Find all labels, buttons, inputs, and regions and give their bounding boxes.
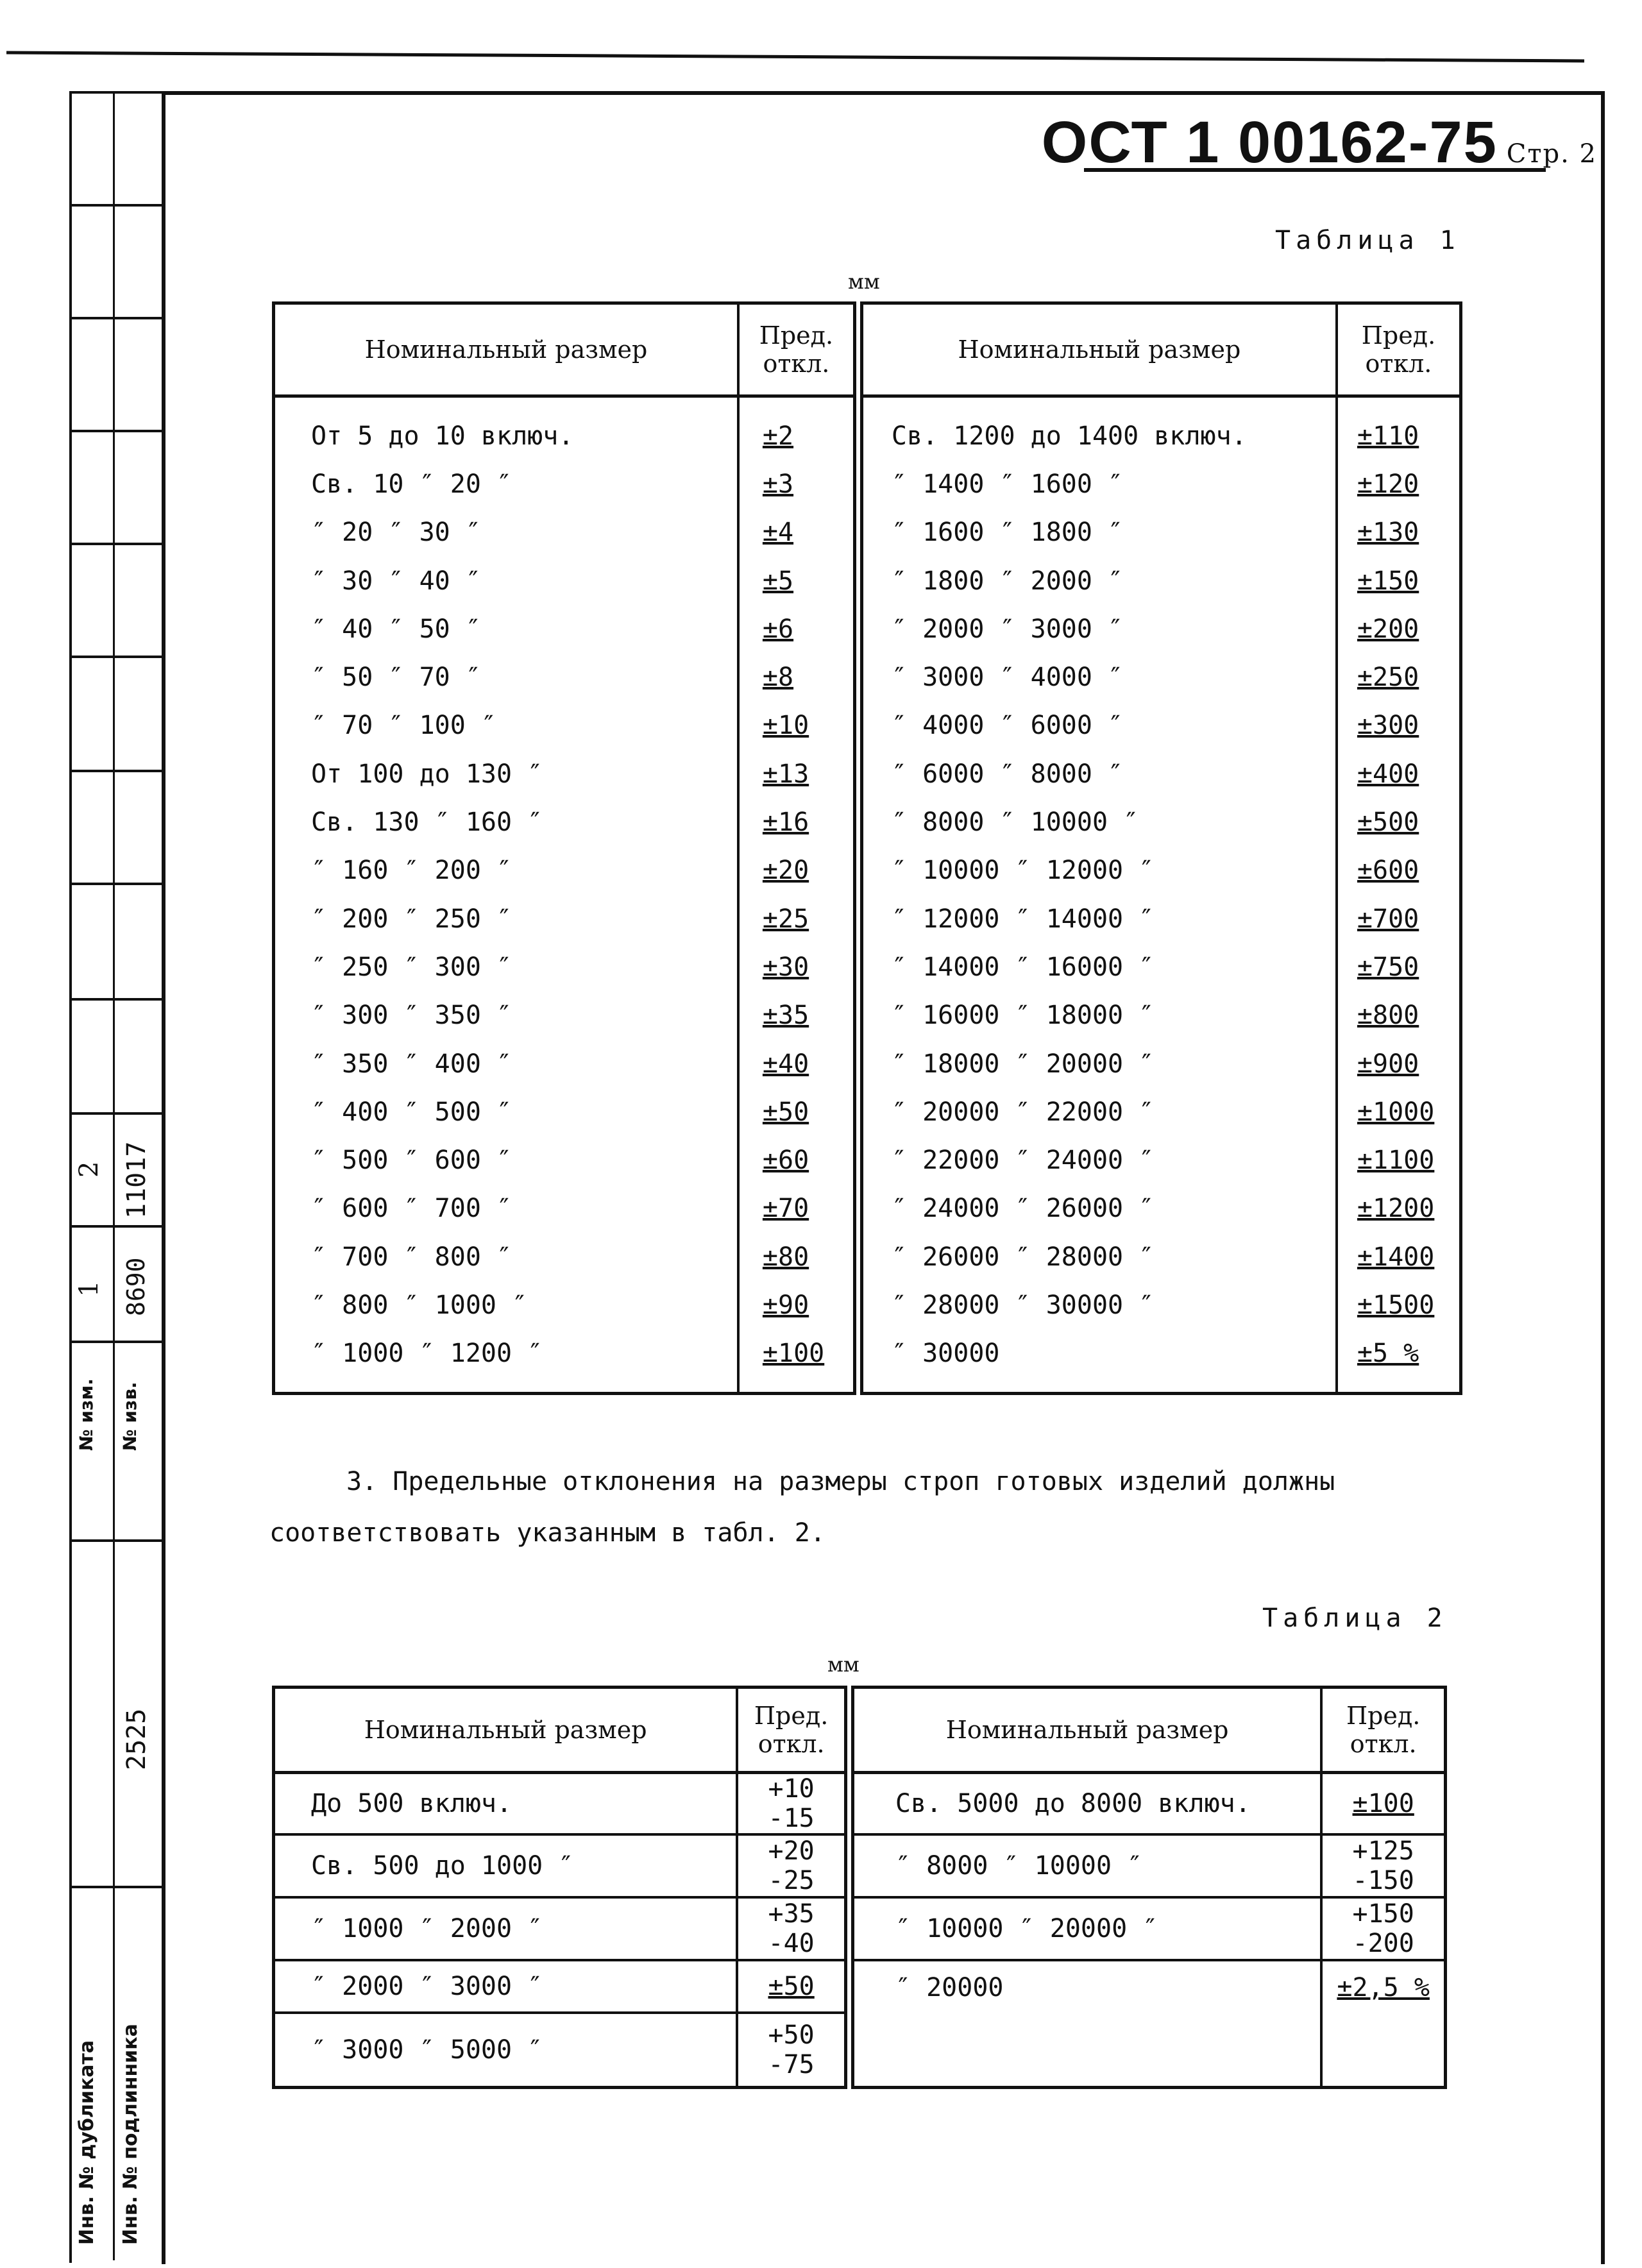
table1-right-size: ″ 28000 ″ 30000 ″	[858, 1281, 1337, 1329]
table1-right-size: ″ 16000 ″ 18000 ″	[858, 992, 1337, 1040]
table1-right-dev: ±1000	[1337, 1088, 1461, 1136]
table1-row	[274, 1040, 1461, 1088]
inv-duplicate-label: Инв. № дубликата	[76, 2040, 98, 2245]
side-strip-rule	[69, 998, 162, 1001]
notice-value-2: 11017	[122, 1141, 151, 1219]
table2-left-size: ″ 3000 ″ 5000 ″	[311, 2035, 543, 2065]
table1-left-dev: ±40	[738, 1040, 858, 1088]
table1-right-size: ″ 8000 ″ 10000 ″	[858, 798, 1337, 846]
table1-left-size: От 100 до 130 ″	[311, 759, 543, 789]
side-strip-rule	[69, 204, 162, 207]
table2-left-dev	[737, 2013, 849, 2087]
table1-row	[274, 1185, 1461, 1233]
table1-right-dev: ±400	[1337, 750, 1461, 798]
table1-row	[274, 557, 1461, 605]
table1-right-dev: ±750	[1337, 943, 1461, 991]
side-strip-rule	[69, 1539, 162, 1542]
table1-left-size: Св. 10 ″ 20 ″	[311, 469, 512, 499]
table1-left-dev: ±2	[738, 396, 858, 461]
top-border-line	[6, 51, 1584, 63]
table1-right-size: ″ 10000 ″ 12000 ″	[858, 847, 1337, 895]
inv-original-label: Инв. № подлинника	[119, 2024, 142, 2245]
table1-right-size: ″ 30000	[858, 1330, 1337, 1394]
table1-right-dev: ±250	[1337, 653, 1461, 701]
notice-value-1: 8690	[122, 1257, 150, 1316]
table1-left-dev: ±16	[738, 798, 858, 846]
table2-row	[274, 1773, 1446, 1835]
table1-right-dev: ±500	[1337, 798, 1461, 846]
table2-left-size: ″ 2000 ″ 3000 ″	[274, 1960, 738, 2013]
side-strip-rule	[69, 1886, 162, 1888]
table1-row	[274, 847, 1461, 895]
table1-header-dev-left: Пред. откл.	[738, 303, 858, 396]
table1-header-dev-right: Пред. откл.	[1337, 303, 1461, 396]
table2-right-dev	[1321, 1834, 1445, 1897]
table2-dev-value: +20	[768, 1836, 815, 1866]
table1-left-size: ″ 600 ″ 700 ″	[311, 1194, 512, 1224]
table1-right-dev: ±700	[1337, 895, 1461, 943]
table2-dev-value: -200	[1352, 1929, 1414, 1958]
table1-left-dev: ±35	[738, 992, 858, 1040]
table1-right-size: ″ 1800 ″ 2000 ″	[858, 557, 1337, 605]
table1-row	[274, 605, 1461, 653]
table1-right-size: ″ 14000 ″ 16000 ″	[858, 943, 1337, 991]
side-strip-rule	[69, 1341, 162, 1343]
table2-left-size: ″ 1000 ″ 2000 ″	[274, 1897, 738, 1960]
table1-row	[274, 1281, 1461, 1329]
table1-row	[274, 992, 1461, 1040]
table1-left-size: ″ 500 ″ 600 ″	[311, 1146, 512, 1176]
table1-right-size: Св. 1200 до 1400 включ.	[858, 396, 1337, 461]
table2-left-dev	[737, 1773, 849, 1835]
document-code-text: ОСТ 1 00162-75	[1041, 110, 1498, 175]
change-value-2: 2	[74, 1161, 104, 1178]
table1-row	[274, 460, 1461, 508]
table1-right-dev: ±110	[1337, 396, 1461, 461]
change-no-label: № изм.	[76, 1378, 97, 1451]
table2-unit: мм	[827, 1652, 859, 1677]
document-code-underline	[1084, 168, 1546, 172]
table1-left-size: ″ 400 ″ 500 ″	[311, 1097, 512, 1127]
table2-dev-value: -150	[1352, 1866, 1414, 1895]
table2-right-dev	[1321, 1960, 1445, 2013]
table1-row	[274, 1136, 1461, 1184]
table1-left-size: ″ 70 ″ 100 ″	[311, 711, 496, 741]
table2-header-size-left: Номинальный размер	[274, 1688, 738, 1773]
table2-dev-value: +50	[768, 2020, 815, 2050]
table1-left-dev: ±70	[738, 1185, 858, 1233]
inv-original-value: 2525	[122, 1708, 151, 1770]
table2-dev-value: ±50	[768, 1972, 815, 2001]
table1	[272, 301, 1462, 1395]
table2-right-size: ″ 8000 ″ 10000 ″	[849, 1834, 1321, 1897]
table1-row	[274, 1330, 1461, 1394]
table1-left-dev: ±6	[738, 605, 858, 653]
side-strip-rule	[69, 543, 162, 545]
table2-right-empty	[1321, 2013, 1445, 2087]
table1-right-dev: ±120	[1337, 460, 1461, 508]
table1-right-size: ″ 12000 ″ 14000 ″	[858, 895, 1337, 943]
table1-right-size: ″ 26000 ″ 28000 ″	[858, 1233, 1337, 1281]
table1-right-dev: ±900	[1337, 1040, 1461, 1088]
table1-right-size: ″ 20000 ″ 22000 ″	[858, 1088, 1337, 1136]
table2-left-dev	[737, 1897, 849, 1960]
table1-left-dev: ±5	[738, 557, 858, 605]
side-strip-rule	[69, 883, 162, 885]
table2-dev-value: ±2,5 %	[1337, 1973, 1430, 2002]
table1-unit: мм	[848, 269, 880, 294]
side-strip-rule	[69, 656, 162, 658]
side-strip-rule	[69, 430, 162, 432]
table2-row	[274, 1960, 1446, 2013]
table1-left-dev: ±10	[738, 702, 858, 750]
table1-left-size: Св. 130 ″ 160 ″	[311, 808, 543, 838]
table1-right-dev: ±130	[1337, 509, 1461, 557]
table1-left-size: ″ 20 ″ 30 ″	[311, 518, 481, 548]
table1-header-size-left: Номинальный размер	[274, 303, 738, 396]
table1-left-size: ″ 800 ″ 1000 ″	[311, 1290, 528, 1320]
table1-header-row	[274, 303, 1461, 396]
table1-left-dev: ±25	[738, 895, 858, 943]
table2-right-empty	[849, 2013, 1321, 2087]
table1-header-size-right: Номинальный размер	[858, 303, 1337, 396]
table1-left-size: ″ 300 ″ 350 ″	[311, 1001, 512, 1031]
table2-dev-value: -25	[768, 1866, 815, 1895]
table2-row	[274, 2013, 1446, 2087]
table1-right-dev: ±1500	[1337, 1281, 1461, 1329]
table1-right-size: ″ 1400 ″ 1600 ″	[858, 460, 1337, 508]
table1-row	[274, 895, 1461, 943]
table1-right-dev: ±800	[1337, 992, 1461, 1040]
table1-left-size: ″ 40 ″ 50 ″	[311, 614, 481, 644]
table1-right-size: ″ 6000 ″ 8000 ″	[858, 750, 1337, 798]
side-strip-rule	[69, 1225, 162, 1228]
document-code	[1042, 109, 1597, 176]
table2-header-dev-right: Пред. откл.	[1321, 1688, 1445, 1773]
table1-right-dev: ±200	[1337, 605, 1461, 653]
table1-right-dev: ±600	[1337, 847, 1461, 895]
table1-left-size: ″ 30 ″ 40 ″	[311, 566, 481, 596]
table1-right-size: ″ 2000 ″ 3000 ″	[858, 605, 1337, 653]
table1-left-size: От 5 до 10 включ.	[311, 421, 574, 451]
clause-3-paragraph: 3. Предельные отклонения на размеры строп готовых изделий должны соответствовать указанным в табл. 2.	[269, 1467, 1335, 1548]
table1-left-dev: ±8	[738, 653, 858, 701]
notice-no-label: № изв.	[119, 1382, 140, 1451]
table1-right-dev: ±150	[1337, 557, 1461, 605]
table2	[272, 1686, 1447, 2089]
table2-header-row	[274, 1688, 1446, 1773]
table1-right-size: ″ 22000 ″ 24000 ″	[858, 1136, 1337, 1184]
table1-left-dev: ±3	[738, 460, 858, 508]
table1-left-dev: ±4	[738, 509, 858, 557]
table1-right-size: ″ 1600 ″ 1800 ″	[858, 509, 1337, 557]
table2-dev-value: +125	[1352, 1836, 1414, 1866]
table1-left-size: ″ 1000 ″ 1200 ″	[311, 1339, 543, 1369]
table1-left-dev: ±30	[738, 943, 858, 991]
table1-right-dev: ±1200	[1337, 1185, 1461, 1233]
table2-header-dev-left: Пред. откл.	[737, 1688, 849, 1773]
table1-left-dev: ±100	[738, 1330, 858, 1394]
table2-left-size: До 500 включ.	[274, 1773, 738, 1835]
table2-header-size-right: Номинальный размер	[849, 1688, 1321, 1773]
table2-title: Таблица 2	[1262, 1604, 1448, 1633]
table1-row	[274, 653, 1461, 701]
side-strip-divider	[113, 91, 115, 2260]
table2-dev-value: +10	[768, 1774, 815, 1804]
table1-row	[274, 702, 1461, 750]
table1-left-size: ″ 700 ″ 800 ″	[311, 1242, 512, 1272]
table1-row	[274, 798, 1461, 846]
table2-right-size: ″ 20000	[849, 1960, 1321, 2013]
table1-title: Таблица 1	[1275, 226, 1460, 255]
table2-right-size: Св. 5000 до 8000 включ.	[849, 1773, 1321, 1835]
table1-row	[274, 750, 1461, 798]
table2-left-size: Св. 500 до 1000 ″	[274, 1834, 738, 1897]
side-strip-rule	[69, 317, 162, 319]
table2-left-dev	[737, 1960, 849, 2013]
table1-right-size: ″ 3000 ″ 4000 ″	[858, 653, 1337, 701]
table1-left-size: ″ 200 ″ 250 ″	[311, 904, 512, 934]
change-value-1: 1	[74, 1280, 104, 1297]
table1-left-dev: ±50	[738, 1088, 858, 1136]
table1-left-size: ″ 250 ″ 300 ″	[311, 952, 512, 982]
table1-row	[274, 1233, 1461, 1281]
table2-right-dev	[1321, 1773, 1445, 1835]
table1-row	[274, 1088, 1461, 1136]
table1-left-size: ″ 50 ″ 70 ″	[311, 663, 481, 693]
table2-row	[274, 1897, 1446, 1960]
table1-left-size: ″ 160 ″ 200 ″	[311, 856, 512, 886]
table2-dev-value: ±100	[1352, 1789, 1414, 1818]
table1-row	[274, 396, 1461, 461]
table2-dev-value: -75	[768, 2049, 815, 2079]
table2-row	[274, 1834, 1446, 1897]
table2-dev-value: -15	[768, 1804, 815, 1833]
table1-row	[274, 943, 1461, 991]
table2-dev-value: +35	[768, 1899, 815, 1929]
table1-right-size: ″ 24000 ″ 26000 ″	[858, 1185, 1337, 1233]
table1-right-size: ″ 18000 ″ 20000 ″	[858, 1040, 1337, 1088]
table1-right-dev: ±5 %	[1337, 1330, 1461, 1394]
table1-right-size: ″ 4000 ″ 6000 ″	[858, 702, 1337, 750]
table1-left-dev: ±20	[738, 847, 858, 895]
table1-row	[274, 509, 1461, 557]
side-strip-rule	[69, 770, 162, 772]
side-strip-rule	[69, 1112, 162, 1115]
table2-right-size: ″ 10000 ″ 20000 ″	[849, 1897, 1321, 1960]
table2-right-dev	[1321, 1897, 1445, 1960]
table2-left-dev	[737, 1834, 849, 1897]
table2-dev-value: +150	[1352, 1899, 1414, 1929]
table1-left-size: ″ 350 ″ 400 ″	[311, 1049, 512, 1079]
table1-left-dev: ±80	[738, 1233, 858, 1281]
table1-left-dev: ±90	[738, 1281, 858, 1329]
table1-left-dev: ±13	[738, 750, 858, 798]
page-number: Стр. 2	[1506, 139, 1597, 169]
table1-left-dev: ±60	[738, 1136, 858, 1184]
table2-dev-value: -40	[768, 1929, 815, 1958]
table1-right-dev: ±300	[1337, 702, 1461, 750]
table1-right-dev: ±1400	[1337, 1233, 1461, 1281]
table1-right-dev: ±1100	[1337, 1136, 1461, 1184]
